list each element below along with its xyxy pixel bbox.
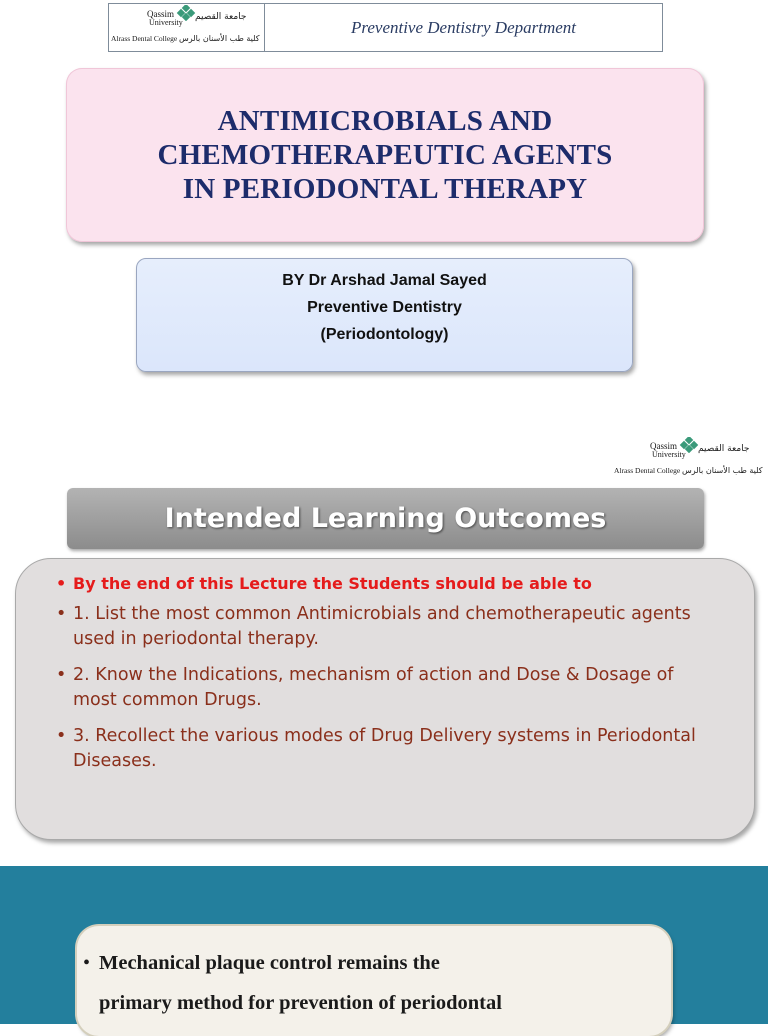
university-logo-small	[612, 436, 762, 482]
logo-arabic-name: جامعة القصيم	[698, 444, 750, 454]
title-line: IN PERIODONTAL THERAPY	[182, 173, 588, 205]
slide-header	[108, 3, 663, 52]
bullet: •	[83, 952, 91, 974]
author-specialty: (Periodontology)	[320, 326, 449, 343]
logo-college-name: Alrass Dental College	[111, 34, 178, 43]
title-line: CHEMOTHERAPEUTIC AGENTS	[157, 139, 613, 171]
author-department: Preventive Dentistry	[307, 299, 462, 316]
logo-arabic-name: جامعة القصيم	[195, 12, 247, 22]
learning-outcomes-title: Intended Learning Outcomes	[164, 503, 607, 534]
lecture-title	[158, 104, 613, 206]
plaque-text-line: primary method for prevention of periodontal	[99, 992, 502, 1014]
logo-name-line2: University	[652, 450, 686, 459]
outcome-item: • 3. Recollect the various modes of Drug Delivery systems in Periodontal Diseases.	[56, 724, 714, 774]
department-name: Preventive Dentistry Department	[350, 17, 577, 37]
logo-name-line1: Qassim	[650, 441, 677, 451]
outcome-item: • 2. Know the Indications, mechanism of action and Dose & Dosage of most common Drugs.	[56, 663, 714, 713]
author-box	[136, 258, 633, 372]
logo-college-name: Alrass Dental College	[614, 466, 681, 475]
outcome-item: • 1. List the most common Antimicrobials and chemotherapeutic agents used in periodontal therapy.	[56, 602, 714, 652]
learning-outcomes-heading	[67, 488, 704, 549]
title-line: ANTIMICROBIALS AND	[217, 105, 553, 137]
university-logo	[109, 4, 265, 51]
logo-arabic-college: كلية طب الأسنان بالرس	[179, 34, 260, 43]
plaque-text-line: Mechanical plaque control remains the	[99, 952, 440, 974]
logo-name-line1: Qassim	[147, 9, 174, 19]
author-name: BY Dr Arshad Jamal Sayed	[282, 272, 487, 289]
outcomes-intro: • By the end of this Lecture the Students should be able to	[56, 571, 714, 596]
logo-arabic-college: كلية طب الأسنان بالرس	[682, 466, 763, 475]
plaque-control-box	[77, 926, 671, 1036]
title-box	[66, 68, 704, 242]
logo-name-line2: University	[149, 18, 183, 27]
learning-outcomes-list	[15, 558, 755, 840]
